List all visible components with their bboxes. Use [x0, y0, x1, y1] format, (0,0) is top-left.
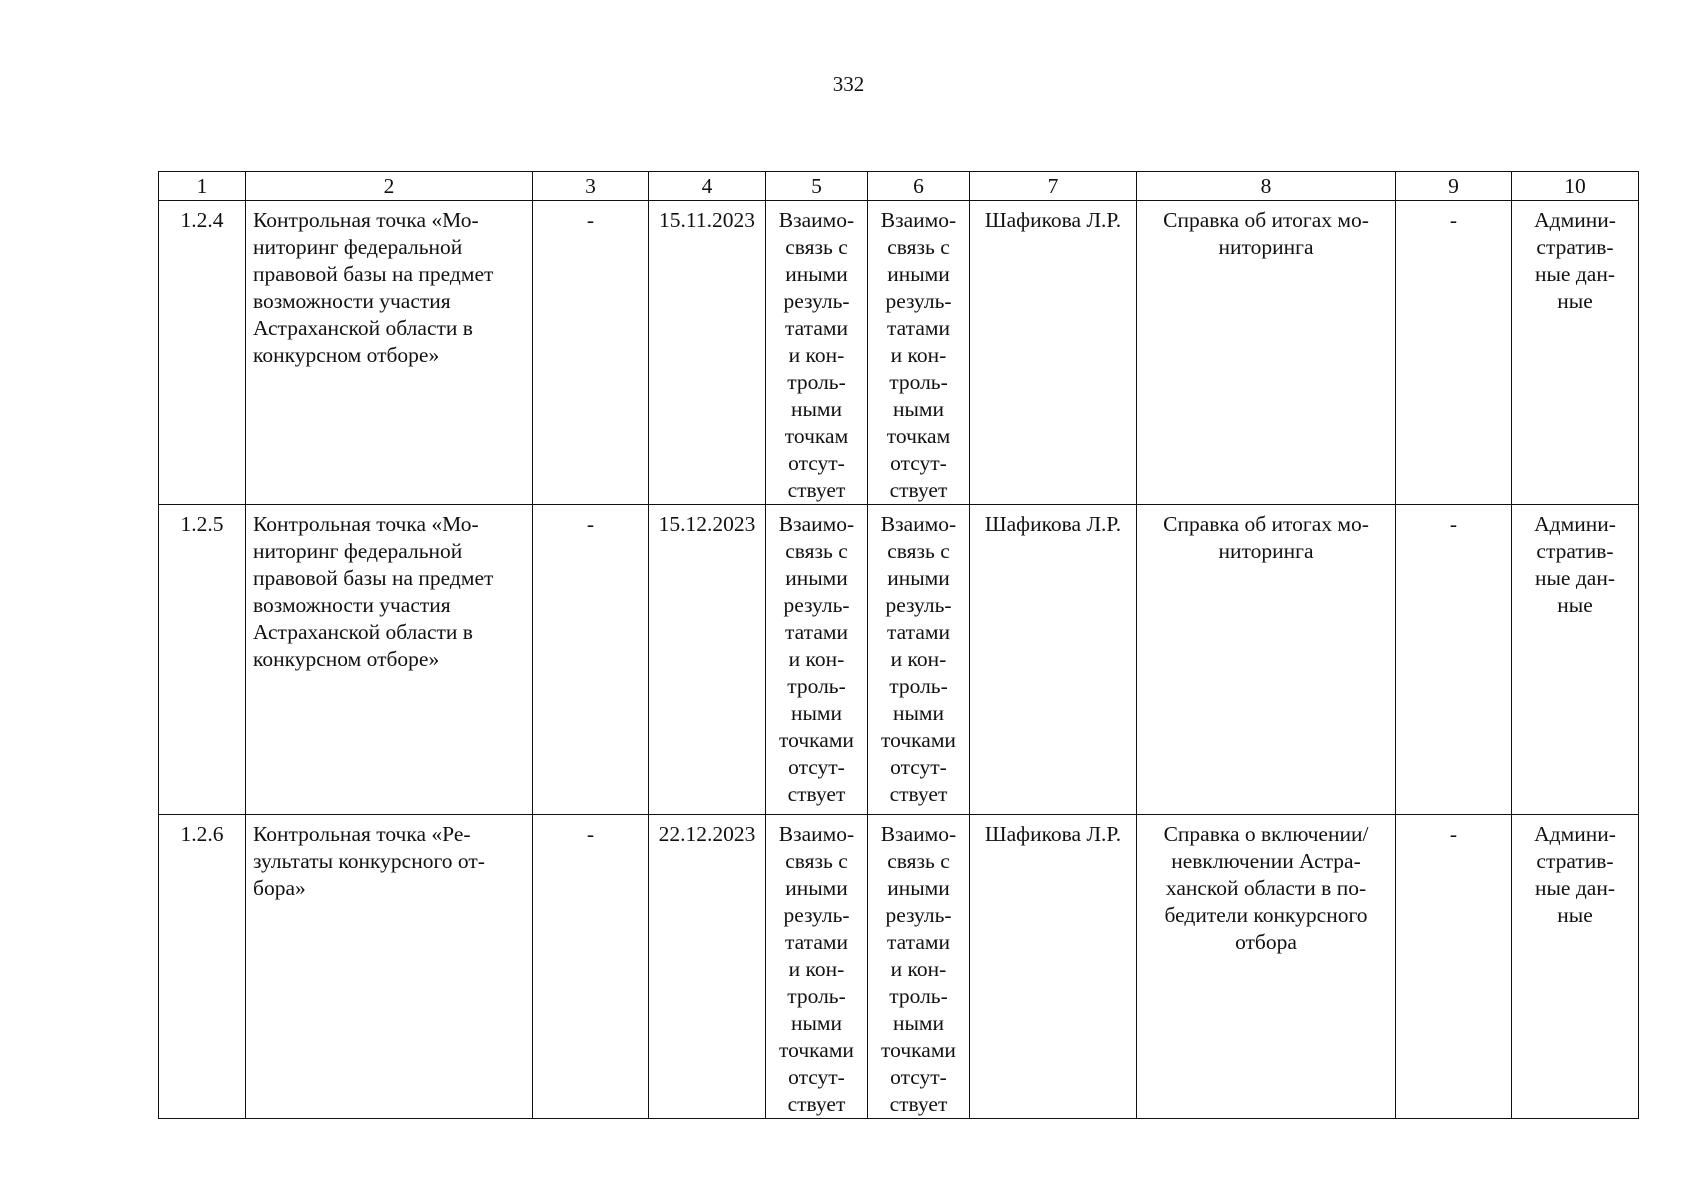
relationship-line: связь с [887, 539, 950, 563]
relationship-line: Взаимо- [778, 512, 855, 536]
relationship-line: резуль- [885, 593, 952, 617]
relationship-line: татами [887, 620, 950, 644]
relationship-line: точкам [784, 424, 849, 448]
relationship-line: связь с [785, 849, 848, 873]
table-row [159, 505, 1639, 815]
column-3-cell: - [533, 505, 649, 815]
data-source-line: стратив- [1536, 539, 1614, 563]
document-line: бедители конкурсного [1164, 903, 1368, 927]
header-col-4: 4 [649, 172, 766, 201]
title-line: конкурсном отборе» [253, 647, 440, 671]
title-line: Контрольная точка «Ре- [253, 822, 471, 846]
title-line: зультаты конкурсного от- [253, 849, 485, 873]
data-source-cell [1512, 201, 1639, 505]
control-point-title-cell [246, 201, 533, 505]
data-source-cell [1512, 815, 1639, 1119]
relationship-line: и кон- [890, 647, 947, 671]
data-source-line: ные дан- [1534, 566, 1616, 590]
column-3-cell: - [533, 201, 649, 505]
title-line: Астраханской области в [253, 316, 473, 340]
document-line: ниторинга [1218, 539, 1314, 563]
relationship-line: отсут- [890, 1065, 947, 1089]
title-line: ниторинг федеральной [253, 235, 463, 259]
row-number-cell: 1.2.6 [159, 815, 246, 1119]
relationship-line: точками [779, 728, 854, 752]
control-points-table [158, 171, 1639, 1119]
data-source-line: ные [1557, 289, 1593, 313]
header-col-1: 1 [159, 172, 246, 201]
relationship-line: точками [779, 1038, 854, 1062]
data-source-line: Админи- [1534, 208, 1616, 232]
relationship-line: ствует [889, 1092, 948, 1116]
relationship-line: Взаимо- [778, 822, 855, 846]
header-col-6: 6 [868, 172, 970, 201]
relationship-cell-6 [868, 815, 970, 1119]
relationship-line: резуль- [783, 903, 850, 927]
header-col-10: 10 [1512, 172, 1639, 201]
title-line: Контрольная точка «Мо- [253, 208, 479, 232]
title-line: Астраханской области в [253, 620, 473, 644]
relationship-line: ными [790, 397, 843, 421]
row-number-cell: 1.2.4 [159, 201, 246, 505]
title-line: возможности участия [253, 289, 451, 313]
relationship-line: точкам [886, 424, 951, 448]
relationship-line: резуль- [783, 593, 850, 617]
relationship-line: ными [790, 1011, 843, 1035]
document-line: ниторинга [1218, 235, 1314, 259]
relationship-line: иными [785, 262, 848, 286]
data-source-line: ные [1557, 593, 1593, 617]
responsible-person-cell: Шафикова Л.Р. [970, 201, 1137, 505]
relationship-line: и кон- [788, 647, 845, 671]
relationship-line: и кон- [890, 343, 947, 367]
relationship-line: татами [785, 620, 848, 644]
row-number-cell: 1.2.5 [159, 505, 246, 815]
document-line: Справка о включении/ [1163, 822, 1369, 846]
responsible-person-cell: Шафикова Л.Р. [970, 505, 1137, 815]
relationship-line: троль- [889, 984, 948, 1008]
data-source-line: Админи- [1534, 822, 1616, 846]
relationship-line: и кон- [788, 957, 845, 981]
table-row [159, 201, 1639, 505]
relationship-line: троль- [787, 370, 846, 394]
title-line: бора» [253, 876, 306, 900]
table-row [159, 815, 1639, 1119]
responsible-person-cell: Шафикова Л.Р. [970, 815, 1137, 1119]
header-col-7: 7 [970, 172, 1137, 201]
relationship-line: ствует [787, 782, 846, 806]
relationship-line: точками [881, 728, 956, 752]
relationship-line: татами [887, 930, 950, 954]
document-line: Справка об итогах мо- [1163, 512, 1369, 536]
relationship-line: татами [785, 930, 848, 954]
relationship-line: отсут- [788, 755, 845, 779]
relationship-line: отсут- [890, 755, 947, 779]
relationship-line: ствует [787, 1092, 846, 1116]
relationship-line: иными [887, 262, 950, 286]
relationship-line: иными [785, 876, 848, 900]
relationship-cell-5 [766, 815, 868, 1119]
relationship-line: татами [785, 316, 848, 340]
relationship-cell-5 [766, 201, 868, 505]
due-date-cell: 15.12.2023 [649, 505, 766, 815]
relationship-line: отсут- [890, 451, 947, 475]
column-3-cell: - [533, 815, 649, 1119]
document-type-cell [1137, 815, 1396, 1119]
relationship-line: троль- [889, 674, 948, 698]
title-line: возможности участия [253, 593, 451, 617]
relationship-line: татами [887, 316, 950, 340]
relationship-line: ными [892, 1011, 945, 1035]
document-line: отбора [1235, 930, 1297, 954]
relationship-line: Взаимо- [778, 208, 855, 232]
document-type-cell [1137, 201, 1396, 505]
title-line: правовой базы на предмет [253, 262, 494, 286]
relationship-line: ствует [787, 478, 846, 502]
page-number: 332 [832, 72, 865, 96]
column-number-header-row [159, 172, 1639, 201]
header-col-8: 8 [1137, 172, 1396, 201]
header-col-2: 2 [246, 172, 533, 201]
relationship-line: резуль- [885, 903, 952, 927]
relationship-line: связь с [887, 849, 950, 873]
relationship-line: троль- [889, 370, 948, 394]
data-source-line: стратив- [1536, 849, 1614, 873]
title-line: Контрольная точка «Мо- [253, 512, 479, 536]
relationship-line: и кон- [890, 957, 947, 981]
column-9-cell: - [1396, 201, 1512, 505]
relationship-line: ными [790, 701, 843, 725]
header-col-9: 9 [1396, 172, 1512, 201]
relationship-cell-6 [868, 201, 970, 505]
relationship-line: ствует [889, 478, 948, 502]
relationship-line: Взаимо- [880, 208, 957, 232]
document-line: невключении Астра- [1171, 849, 1361, 873]
relationship-line: Взаимо- [880, 512, 957, 536]
relationship-line: троль- [787, 984, 846, 1008]
relationship-line: резуль- [885, 289, 952, 313]
relationship-cell-6 [868, 505, 970, 815]
title-line: ниторинг федеральной [253, 539, 463, 563]
control-point-title-cell [246, 815, 533, 1119]
relationship-line: ными [892, 397, 945, 421]
relationship-line: ными [892, 701, 945, 725]
relationship-line: и кон- [788, 343, 845, 367]
title-line: конкурсном отборе» [253, 343, 440, 367]
relationship-line: связь с [785, 539, 848, 563]
due-date-cell: 15.11.2023 [649, 201, 766, 505]
document-line: Справка об итогах мо- [1163, 208, 1369, 232]
control-point-title-cell [246, 505, 533, 815]
relationship-line: иными [785, 566, 848, 590]
relationship-line: троль- [787, 674, 846, 698]
relationship-line: отсут- [788, 1065, 845, 1089]
data-source-line: ные дан- [1534, 262, 1616, 286]
column-9-cell: - [1396, 505, 1512, 815]
relationship-line: иными [887, 876, 950, 900]
title-line: правовой базы на предмет [253, 566, 494, 590]
data-source-cell [1512, 505, 1639, 815]
relationship-line: резуль- [783, 289, 850, 313]
relationship-line: иными [887, 566, 950, 590]
data-source-line: Админи- [1534, 512, 1616, 536]
relationship-line: отсут- [788, 451, 845, 475]
relationship-line: Взаимо- [880, 822, 957, 846]
due-date-cell: 22.12.2023 [649, 815, 766, 1119]
data-source-line: ные [1557, 903, 1593, 927]
document-type-cell [1137, 505, 1396, 815]
relationship-line: точками [881, 1038, 956, 1062]
data-source-line: ные дан- [1534, 876, 1616, 900]
relationship-cell-5 [766, 505, 868, 815]
header-col-3: 3 [533, 172, 649, 201]
header-col-5: 5 [766, 172, 868, 201]
column-9-cell: - [1396, 815, 1512, 1119]
relationship-line: связь с [887, 235, 950, 259]
data-source-line: стратив- [1536, 235, 1614, 259]
document-line: ханской области в по- [1165, 876, 1367, 900]
relationship-line: связь с [785, 235, 848, 259]
relationship-line: ствует [889, 782, 948, 806]
